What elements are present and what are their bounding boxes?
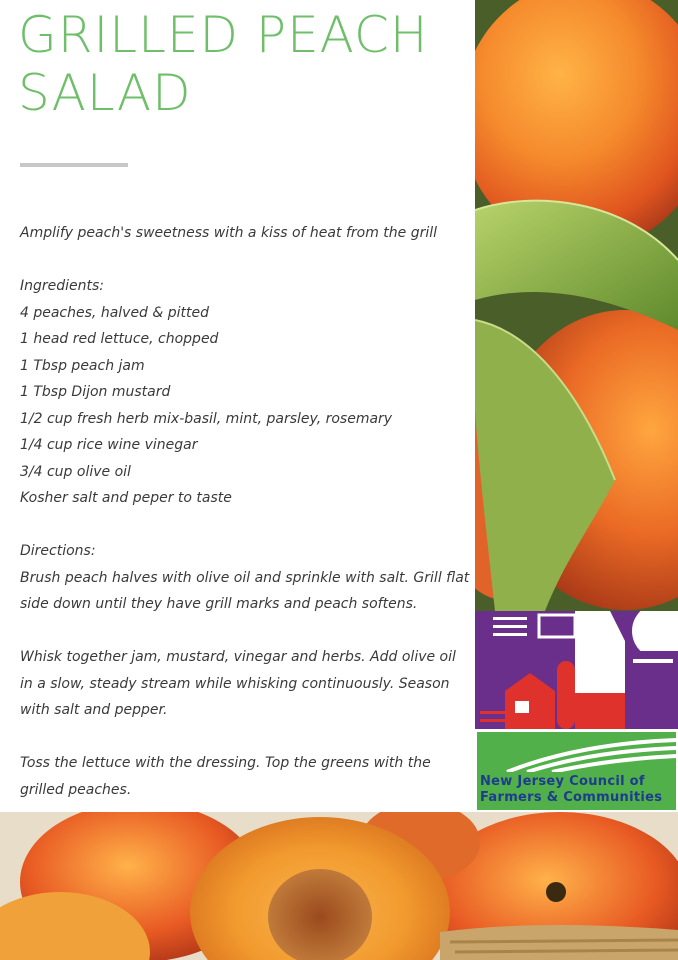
peach-tree-illustration	[475, 0, 678, 611]
ingredient-item: 1/2 cup fresh herb mix-basil, mint, parsley, rosemary	[20, 410, 393, 427]
logo-text	[480, 774, 678, 806]
recipe-title-line-2: SALAD	[18, 64, 192, 122]
logo-city-banner	[475, 611, 678, 729]
direction-step: Whisk together jam, mustard, vinegar and herbs. Add olive oil in a slow, steady stream while whisking continuously. Season with salt and pepper.	[20, 649, 456, 718]
recipe-intro: Amplify peach's sweetness with a kiss of heat from the grill	[20, 225, 438, 241]
ingredients-heading: Ingredients:	[20, 278, 105, 294]
recipe-title	[18, 6, 429, 122]
direction-step: Brush peach halves with olive oil and sprinkle with salt. Grill flat side down until they have grill marks and peach softens.	[20, 569, 470, 612]
field-rows-icon	[477, 732, 676, 772]
directions-heading: Directions:	[20, 543, 96, 559]
ingredient-item: 3/4 cup olive oil	[20, 463, 131, 480]
ingredient-item: 1 Tbsp Dijon mustard	[20, 384, 171, 400]
direction-step: Toss the lettuce with the dressing. Top the greens with the grilled peaches.	[20, 755, 431, 798]
recipe-title-line-1: GRILLED PEACH	[18, 6, 429, 64]
nj-council-logo	[475, 611, 678, 812]
ingredient-item: Kosher salt and peper to taste	[20, 490, 232, 506]
logo-line-1: New Jersey Council of	[480, 774, 645, 789]
peaches-basket-photo	[0, 812, 678, 960]
peaches-basket-illustration	[0, 812, 678, 960]
ingredient-item: 4 peaches, halved & pitted	[20, 304, 210, 321]
logo-line-2: Farmers & Communities	[480, 790, 663, 805]
title-divider	[20, 163, 128, 167]
recipe-body	[20, 220, 470, 803]
peach-tree-photo	[475, 0, 678, 611]
ingredient-item: 1 head red lettuce, chopped	[20, 331, 219, 347]
ingredient-item: 1 Tbsp peach jam	[20, 357, 145, 374]
ingredient-item: 1/4 cup rice wine vinegar	[20, 437, 198, 453]
city-farm-icon	[475, 611, 678, 729]
